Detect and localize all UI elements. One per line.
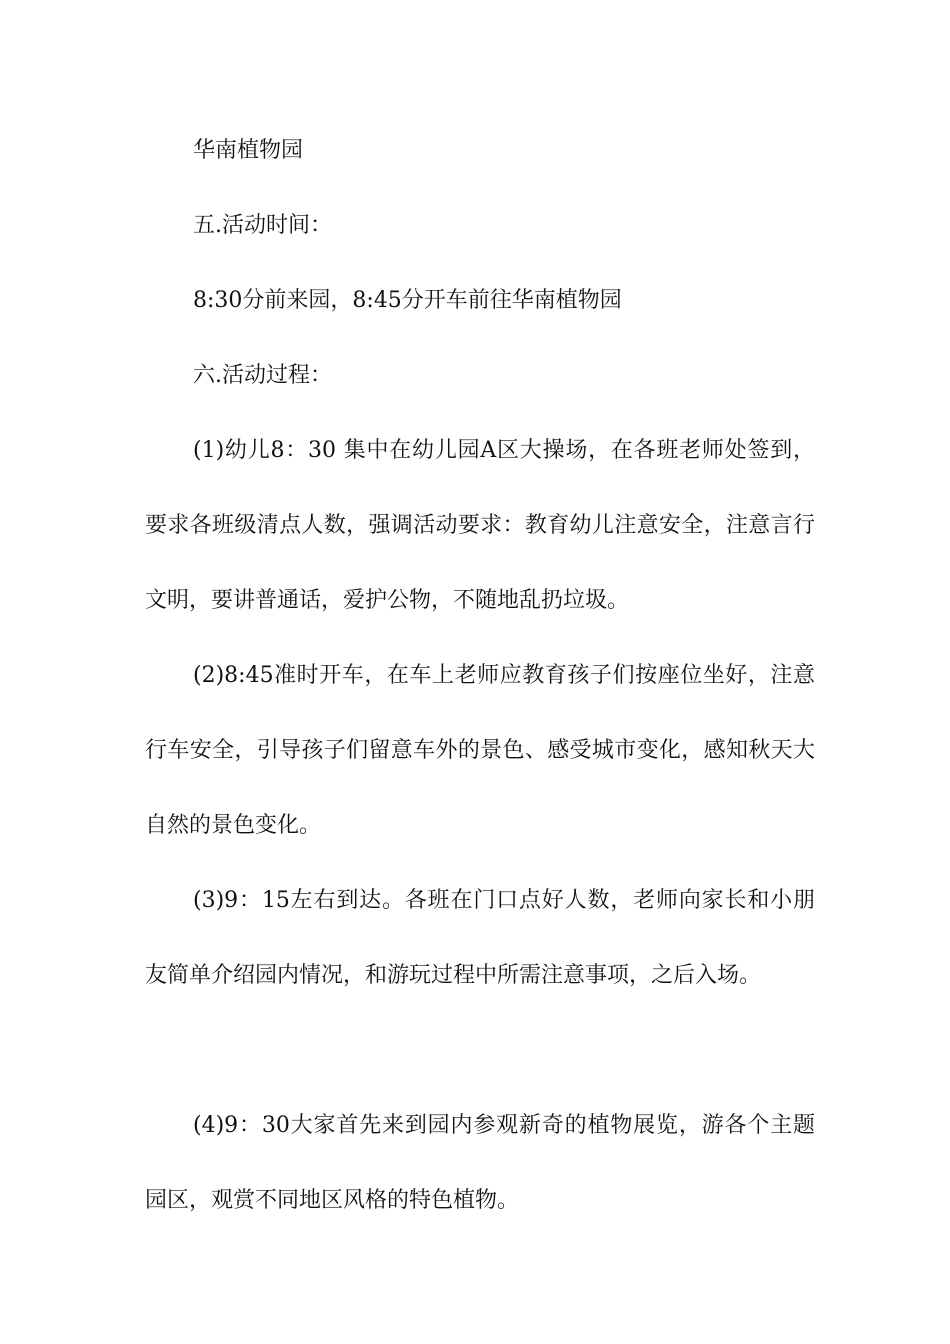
paragraph-step-1: (1)幼儿8：30 集中在幼儿园A区大操场，在各班老师处签到，要求各班级清点人数，强调活动要求：教育幼儿注意安全，注意言行文明，要讲普通话，爱护公物，不随地乱扔垃圾。 [145,438,815,613]
paragraph-activity-time: 8:30分前来园，8:45分开车前往华南植物园 [193,288,622,313]
paragraph-step-2: (2)8:45准时开车，在车上老师应教育孩子们按座位坐好，注意行车安全，引导孩子们留意车外的景色、感受城市变化，感知秋天大自然的景色变化。 [145,663,815,838]
heading-activity-time: 五.活动时间： [193,213,332,238]
paragraph-step-3: (3)9：15左右到达。各班在门口点好人数，老师向家长和小朋友简单介绍园内情况，和游玩过程中所需注意事项，之后入场。 [145,888,815,988]
paragraph-step-4: (4)9：30大家首先来到园内参观新奇的植物展览，游各个主题园区，观赏不同地区风格的特色植物。 [145,1113,815,1213]
paragraph-location: 华南植物园 [193,138,304,163]
heading-activity-process: 六.活动过程： [193,363,332,388]
